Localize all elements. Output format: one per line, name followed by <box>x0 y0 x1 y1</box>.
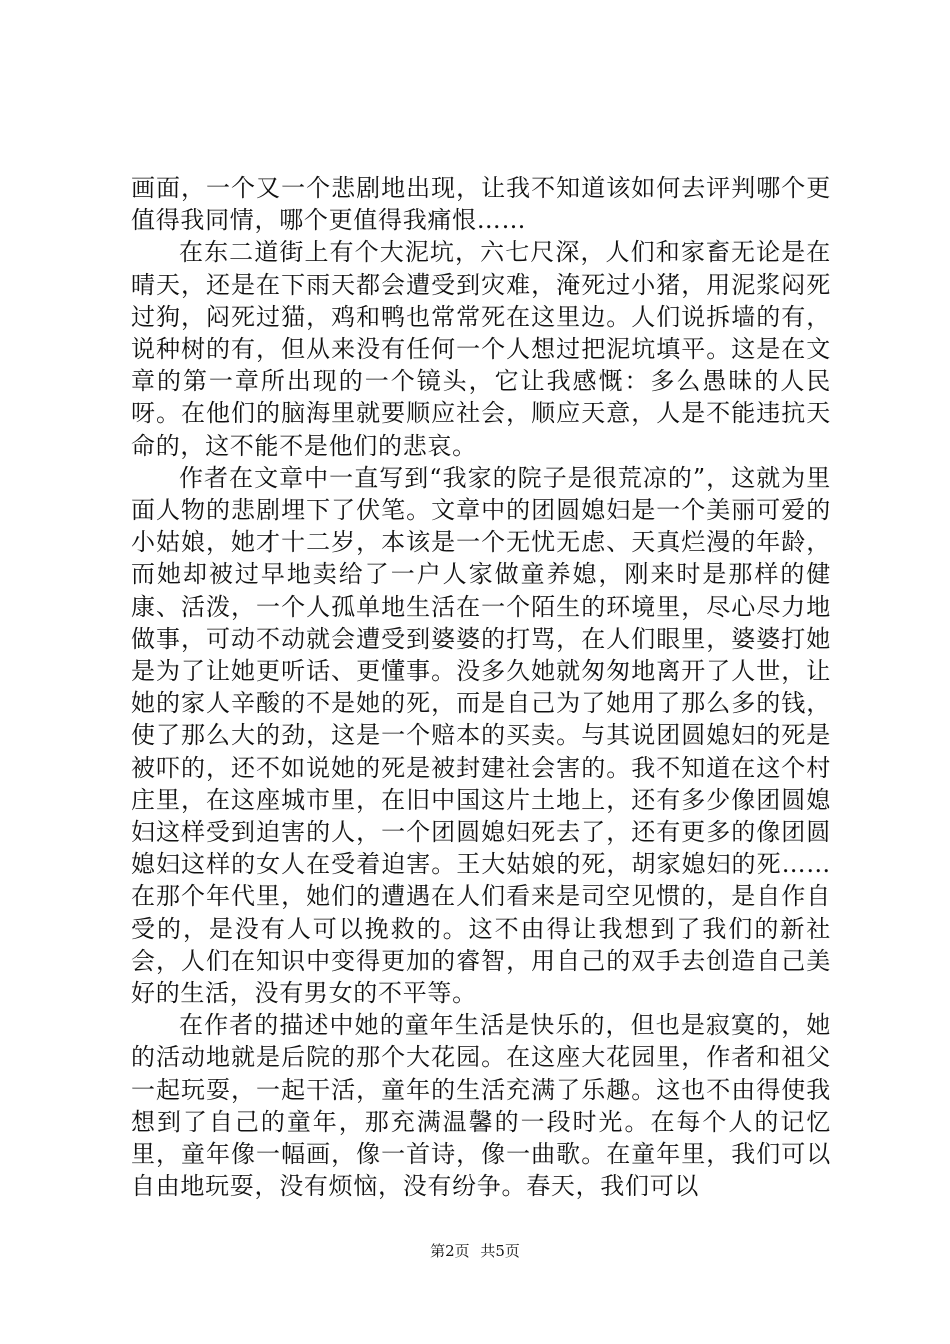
paragraph-1: 画面，一个又一个悲剧地出现，让我不知道该如何去评判哪个更值得我同情，哪个更值得我痛恨…… <box>131 174 831 235</box>
paragraph-4: 在作者的描述中她的童年生活是快乐的，但也是寂寞的，她的活动地就是后院的那个大花园。在这座大花园里，作者和祖父一起玩耍，一起干活，童年的生活充满了乐趣。这也不由得使我想到了自己的童年，那充满温馨的一段时光。在每个人的记忆里，童年像一幅画，像一首诗，像一曲歌。在童年里，我们可以自由地玩耍，没有烦恼，没有纷争。春天，我们可以 <box>131 1011 831 1201</box>
page-number: 第2页 <box>430 1242 470 1260</box>
page-footer <box>0 1241 950 1261</box>
paragraph-2: 在东二道街上有个大泥坑，六七尺深，人们和家畜无论是在晴天，还是在下雨天都会遭受到灾难，淹死过小猪，用泥浆闷死过狗，闷死过猫，鸡和鸭也常常死在这里边。人们说拆墙的有，说种树的有，但从来没有任何一个人想过把泥坑填平。这是在文章的第一章所出现的一个镜头，它让我感慨：多么愚昧的人民呀。在他们的脑海里就要顺应社会，顺应天意，人是不能违抗天命的，这不能不是他们的悲哀。 <box>131 238 831 460</box>
document-body <box>131 172 831 1203</box>
paragraph-3: 作者在文章中一直写到“我家的院子是很荒凉的”，这就为里面人物的悲剧埋下了伏笔。文章中的团圆媳妇是一个美丽可爱的小姑娘，她才十二岁，本该是一个无忧无虑、天真烂漫的年龄，而她却被过早地卖给了一户人家做童养媳，刚来时是那样的健康、活泼，一个人孤单地生活在一个陌生的环境里，尽心尽力地做事，可动不动就会遭受到婆婆的打骂，在人们眼里，婆婆打她是为了让她更听话、更懂事。没多久她就匆匆地离开了人世，让她的家人辛酸的不是她的死，而是自己为了她用了那么多的钱，使了那么大的劲，这是一个赔本的买卖。与其说团圆媳妇的死是被吓的，还不如说她的死是被封建社会害的。我不知道在这个村庄里，在这座城市里，在旧中国这片土地上，还有多少像团圆媳妇这样受到迫害的人，一个团圆媳妇死去了，还有更多的像团圆媳妇这样的女人在受着迫害。王大姑娘的死，胡家媳妇的死……在那个年代里，她们的遭遇在人们看来是司空见惯的，是自作自受的，是没有人可以挽救的。这不由得让我想到了我们的新社会，人们在知识中变得更加的睿智，用自己的双手去创造自己美好的生活，没有男女的不平等。 <box>131 463 831 1008</box>
page-total: 共5页 <box>480 1242 520 1260</box>
